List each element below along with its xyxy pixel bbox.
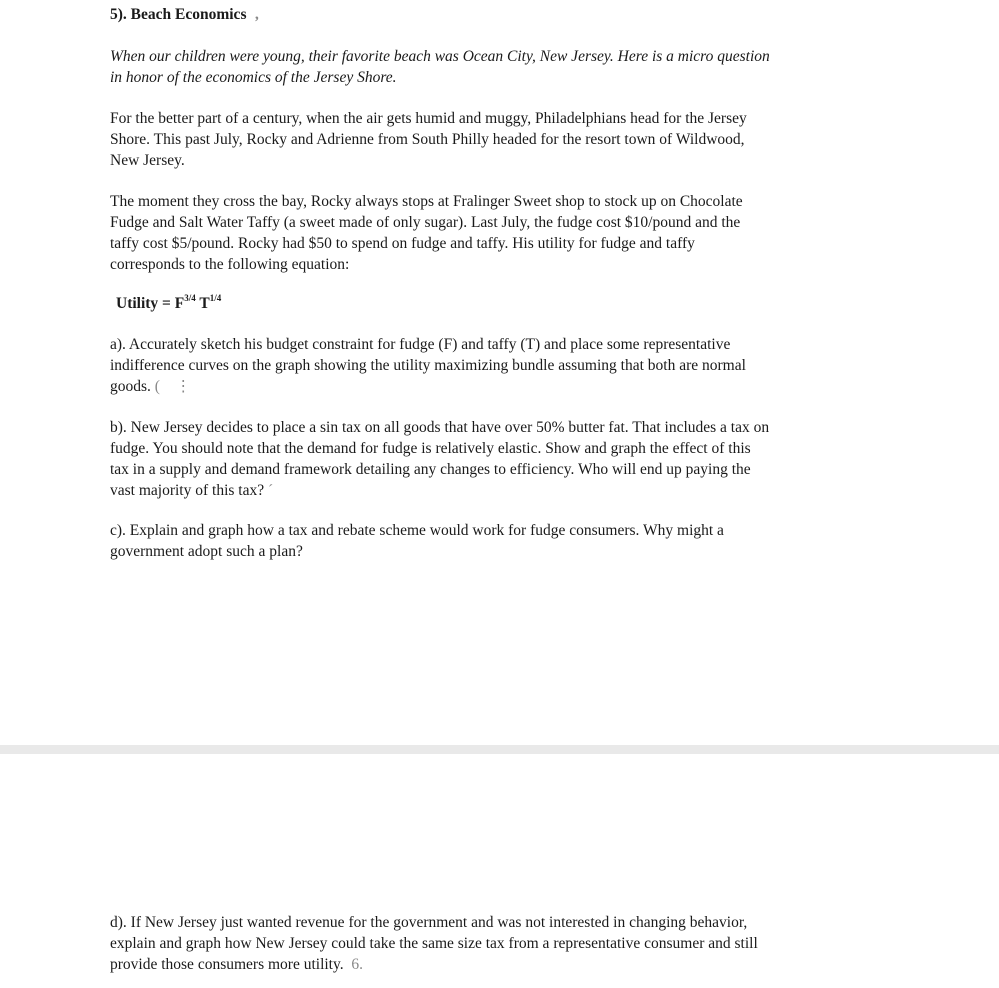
question-d bbox=[110, 912, 880, 975]
paragraph-line: New Jersey. bbox=[110, 152, 185, 169]
utility-label: Utility = F bbox=[116, 295, 185, 312]
intro-paragraph bbox=[110, 46, 880, 88]
paragraph-line: For the better part of a century, when the air gets humid and muggy, Philadelphians head for the Jersey bbox=[110, 110, 747, 127]
paragraph-line: taffy cost $5/pound. Rocky had $50 to spend on fudge and taffy. His utility for fudge and taffy bbox=[110, 235, 695, 252]
question-line: explain and graph how New Jersey could take the same size tax from a representative consumer and still bbox=[110, 935, 758, 952]
question-line: indifference curves on the graph showing the utility maximizing bundle assuming that both are normal bbox=[110, 357, 746, 374]
intro-line: in honor of the economics of the Jersey Shore. bbox=[110, 69, 397, 86]
pen-mark: ´ bbox=[264, 482, 274, 499]
question-line: fudge. You should note that the demand for fudge is relatively elastic. Show and graph the effect of this bbox=[110, 440, 751, 457]
question-line: b). New Jersey decides to place a sin tax on all goods that have over 50% butter fat. That includes a tax on bbox=[110, 419, 770, 436]
question-a bbox=[110, 334, 880, 397]
paragraph-line: corresponds to the following equation: bbox=[110, 256, 350, 273]
question-line bbox=[110, 480, 880, 501]
question-line: a). Accurately sketch his budget constraint for fudge (F) and taffy (T) and place some representative bbox=[110, 336, 731, 353]
paragraph-line: Fudge and Salt Water Taffy (a sweet made of only sugar). Last July, the fudge cost $10/pound and the bbox=[110, 214, 741, 231]
question-b bbox=[110, 417, 880, 501]
utility-equation bbox=[116, 293, 886, 314]
question-line bbox=[110, 954, 880, 975]
question-c bbox=[110, 520, 880, 562]
utility-t: T bbox=[195, 295, 210, 312]
question-line: tax in a supply and demand framework detailing any changes to efficiency. Who will end up paying the bbox=[110, 461, 751, 478]
paragraph-line: The moment they cross the bay, Rocky always stops at Fralinger Sweet shop to stock up on Chocolate bbox=[110, 193, 743, 210]
question-line-text: goods. bbox=[110, 378, 151, 395]
question-line bbox=[110, 376, 880, 397]
question-line: d). If New Jersey just wanted revenue for the government and was not interested in changing behavior, bbox=[110, 914, 748, 931]
paragraph-line: Shore. This past July, Rocky and Adrienne from South Philly headed for the resort town of Wildwood, bbox=[110, 131, 745, 148]
page-divider bbox=[0, 745, 999, 754]
question-line-text: provide those consumers more utility. bbox=[110, 956, 344, 973]
context-paragraph-1 bbox=[110, 108, 880, 171]
pen-mark: 6. bbox=[343, 956, 363, 973]
pen-mark: ‚ bbox=[250, 6, 260, 23]
problem-heading bbox=[110, 4, 880, 25]
pen-mark: ( ⋮ bbox=[150, 378, 191, 395]
intro-line: When our children were young, their favorite beach was Ocean City, New Jersey. Here is a micro question bbox=[110, 48, 770, 65]
question-line-text: vast majority of this tax? bbox=[110, 482, 265, 499]
question-line: government adopt such a plan? bbox=[110, 543, 303, 560]
utility-exponent-t: 1/4 bbox=[209, 293, 222, 303]
utility-exponent-f: 3/4 bbox=[184, 293, 196, 303]
question-line: c). Explain and graph how a tax and rebate scheme would work for fudge consumers. Why might a bbox=[110, 522, 724, 539]
problem-heading-text: 5). Beach Economics bbox=[110, 6, 247, 23]
context-paragraph-2 bbox=[110, 191, 880, 275]
